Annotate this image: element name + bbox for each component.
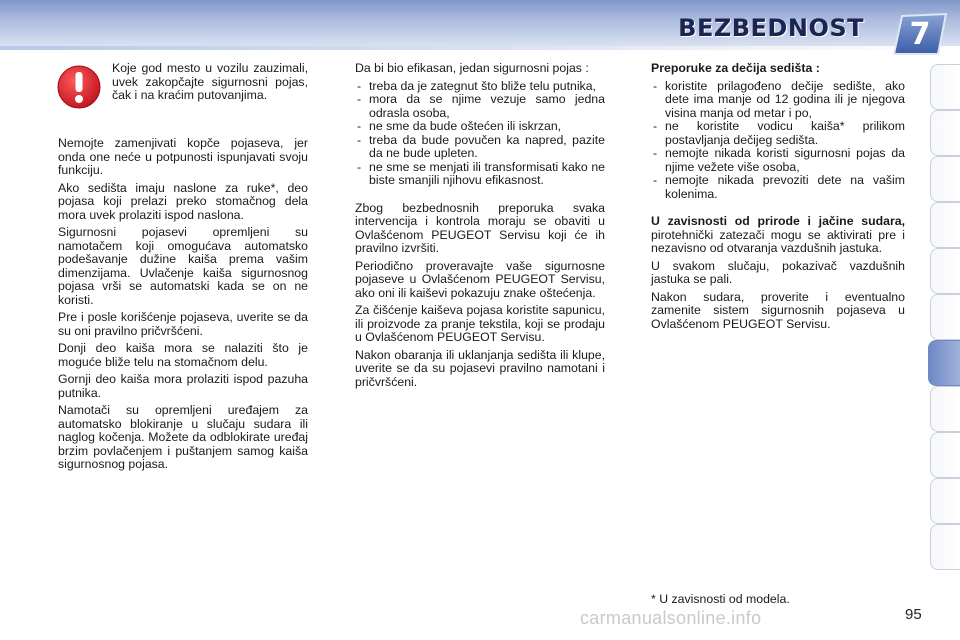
side-tab-8[interactable] [930, 386, 960, 432]
requirements-list [355, 80, 605, 188]
exclamation-warning-icon [56, 64, 102, 110]
side-tab-5[interactable] [930, 248, 960, 294]
list-item: - nemojte nikada koristi sigurnosni pojas da njime vežete više osoba, [651, 147, 905, 174]
paragraph: Gornji deo kaiša mora prolaziti ispod pazuha putnika. [58, 372, 308, 400]
paragraph: Nemojte zamenjivati kopče pojaseva, jer onda one neće u potpunosti ispunjavati svoju funkciju. [58, 136, 308, 177]
paragraph: Za čišćenje kaiševa pojasa koristite sapunicu, ili proizvode za pranje tekstila, koji se prodaju u Ovlašćenom PEUGEOT Servisu. [355, 303, 605, 344]
column-3 [651, 62, 905, 335]
side-tab-6[interactable] [930, 294, 960, 340]
side-tab-7-active[interactable] [928, 340, 960, 386]
paragraph: U svakom slučaju, pokazivač vazdušnih jastuka se pali. [651, 258, 905, 286]
list-item: - treba da je zategnut što bliže telu putnika, [355, 80, 605, 94]
column-2 [355, 62, 605, 393]
child-seat-list [651, 80, 905, 202]
side-tab-3[interactable] [930, 156, 960, 202]
warning-text: Koje god mesto u vozilu zauzimali, uvek zakopčajte sigurnosni pojas, čak i na kraćim putovanjima. [112, 61, 308, 102]
chapter-badge [892, 12, 948, 56]
paragraph: Donji deo kaiša mora se nalaziti što je moguće bliže telu na stomačnom delu. [58, 341, 308, 369]
side-tab-strip [924, 64, 960, 574]
list-item: - ne sme se menjati ili transformisati kako ne biste smanjili njihovu efikasnost. [355, 161, 605, 188]
lead-rest: pirotehnički zatezači mogu se aktivirati pre i nezavisno od otvaranja vazdušnih jastuka. [651, 227, 905, 255]
list-item: - ne koristite vodicu kaiša* prilikom postavljanja dečijeg sedišta. [651, 120, 905, 147]
paragraph: Pre i posle korišćenje pojaseva, uverite se da su oni pravilno pričvršćeni. [58, 310, 308, 338]
list-item: - nemojte nikada prevoziti dete na vašim kolenima. [651, 174, 905, 201]
footnote: * U zavisnosti od modela. [651, 592, 790, 606]
side-tab-4[interactable] [930, 202, 960, 248]
paragraph: Nakon sudara, proverite i eventualno zamenite sistem sigurnosnih pojaseva u Ovlašćenom PEUGEOT Servisu. [651, 289, 905, 331]
paragraph: Nakon obaranja ili uklanjanja sedišta ili klupe, uverite se da su pojasevi pravilno namotani i pričvršćeni. [355, 347, 605, 389]
chapter-number: 7 [909, 17, 931, 52]
column-1 [58, 137, 308, 476]
chapter-title: BEZBEDNOST [678, 14, 864, 42]
watermark: carmanualsonline.info [580, 608, 762, 628]
side-tab-11[interactable] [930, 524, 960, 570]
list-item: - koristite prilagođeno dečije sedište, ako dete ima manje od 12 godina ili je njegova visina manja od metar i po, [651, 80, 905, 121]
list-item: - ne sme da bude oštećen ili iskrzan, [355, 120, 605, 134]
pretensioner-paragraph [651, 215, 905, 256]
header-strip [0, 46, 960, 50]
section-heading: Preporuke za dečija sedišta : [651, 61, 820, 75]
paragraph: Zbog bezbednosnih preporuka svaka intervencija i kontrola moraju se obaviti u Ovlašćenom PEUGEOT Servisu koji će ih pravilno izvršiti. [355, 200, 605, 255]
bold-lead: U zavisnosti od prirode i jačine sudara, [651, 214, 905, 228]
paragraph: Namotači su opremljeni uređajem za automatsko blokiranje u slučaju sudara ili naglog kočenja. Možete da odblokirate uređaj brzim povlačenjem i puštanjem samog kaiša sigurnosnog pojasa. [58, 403, 308, 471]
list-item: - mora da se njime vezuje samo jedna odrasla osoba, [355, 93, 605, 120]
paragraph: Periodično proveravajte vaše sigurnosne pojaseve u Ovlašćenom PEUGEOT Servisu, ako oni ili kaiševi pokazuju znake oštećenja. [355, 258, 605, 300]
page-number: 95 [905, 606, 922, 623]
side-tab-9[interactable] [930, 432, 960, 478]
spacer [651, 201, 905, 215]
spacer [355, 188, 605, 202]
side-tab-10[interactable] [930, 478, 960, 524]
paragraph: Sigurnosni pojasevi opremljeni su namotačem koji omogućava automatsko podešavanje dužine kaiša prema vašim dimenzijama. Uvlačenje kaiša sigurnosnog pojasa vrši se automatski kada se on ne koristi. [58, 225, 308, 307]
paragraph: Ako sedišta imaju naslone za ruke*, deo pojasa koji prelazi preko stomačnog dela mora uvek prolaziti ispod naslona. [58, 180, 308, 222]
list-item: - treba da bude povučen ka napred, pazite da ne bude upleten. [355, 134, 605, 161]
side-tab-2[interactable] [930, 110, 960, 156]
side-tab-1[interactable] [930, 64, 960, 110]
list-intro: Da bi bio efikasan, jedan sigurnosni pojas : [355, 61, 589, 75]
